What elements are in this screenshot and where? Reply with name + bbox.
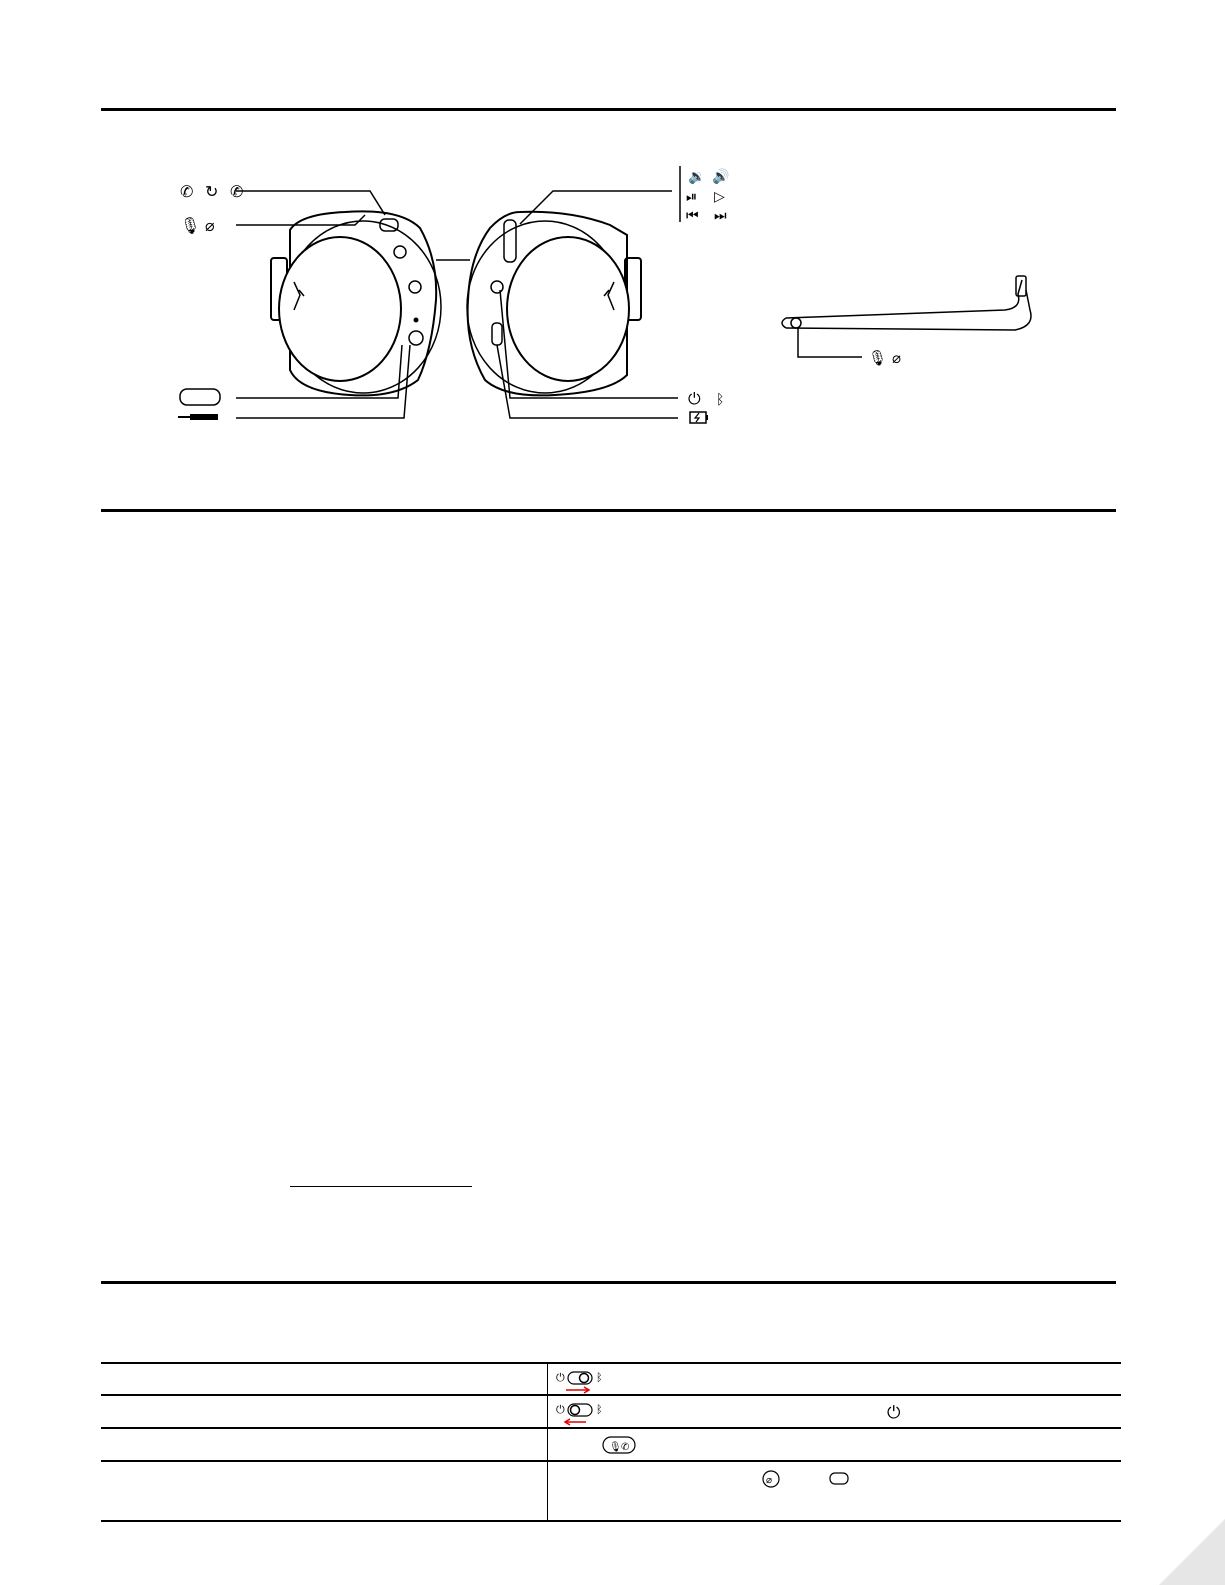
mic-off-icon: ⌀ <box>205 216 215 235</box>
headset-diagram <box>0 0 1225 500</box>
section-rule-middle <box>101 509 1116 512</box>
audio-jack-icon <box>178 414 218 420</box>
power-icon: ⏻ <box>688 389 701 408</box>
hyperlink-underline[interactable] <box>290 1186 472 1187</box>
call-answer-icon: ✆ <box>180 182 194 201</box>
battery-charging-icon <box>690 412 708 423</box>
next-track-icon: ⏭ <box>714 208 727 224</box>
svg-text:✆: ✆ <box>621 1441 630 1453</box>
power-icon: ⏻ <box>556 1403 565 1416</box>
red-arrow-right-icon <box>566 1387 589 1393</box>
oval-port-icon <box>830 1473 848 1484</box>
svg-text:⌀: ⌀ <box>766 1475 773 1486</box>
table-row <box>101 1428 1121 1461</box>
bluetooth-icon: ᛒ <box>596 1371 603 1384</box>
call-redial-icon: ↻ <box>205 182 219 201</box>
mic-on-icon: 🎙 <box>180 216 201 235</box>
mic-off-icon: ⌀ <box>892 349 902 367</box>
section-rule-bottom <box>101 1281 1116 1284</box>
power-icon: ⏻ <box>556 1371 565 1384</box>
volume-down-icon: 🔉 <box>688 169 706 185</box>
mic-on-icon: 🎙 <box>868 349 888 367</box>
call-end-icon: ✆ <box>230 182 244 201</box>
play-pause-icon: ⏯ <box>686 189 698 205</box>
page-corner-fold <box>1159 1519 1225 1585</box>
left-earcup <box>271 211 441 395</box>
previous-track-icon: ⏮ <box>686 208 699 224</box>
volume-up-icon: 🔊 <box>712 169 730 185</box>
right-earcup <box>467 212 641 396</box>
play-icon: ▷ <box>714 189 725 205</box>
table-row <box>101 1461 1121 1521</box>
power-icon: ⏻ <box>887 1403 901 1422</box>
table-row <box>101 1363 1121 1395</box>
bluetooth-icon: ᛒ <box>716 392 725 408</box>
red-arrow-left-icon <box>565 1419 586 1425</box>
mic-call-button-icon <box>603 1437 635 1453</box>
controls-table <box>101 1362 1121 1522</box>
svg-text:🎙: 🎙 <box>609 1441 622 1453</box>
bluetooth-icon: ᛒ <box>596 1403 603 1416</box>
mic-muted-icon <box>763 1471 779 1487</box>
detachable-mic <box>782 276 1031 357</box>
table-row <box>101 1395 1121 1428</box>
oval-port-icon <box>180 389 220 405</box>
